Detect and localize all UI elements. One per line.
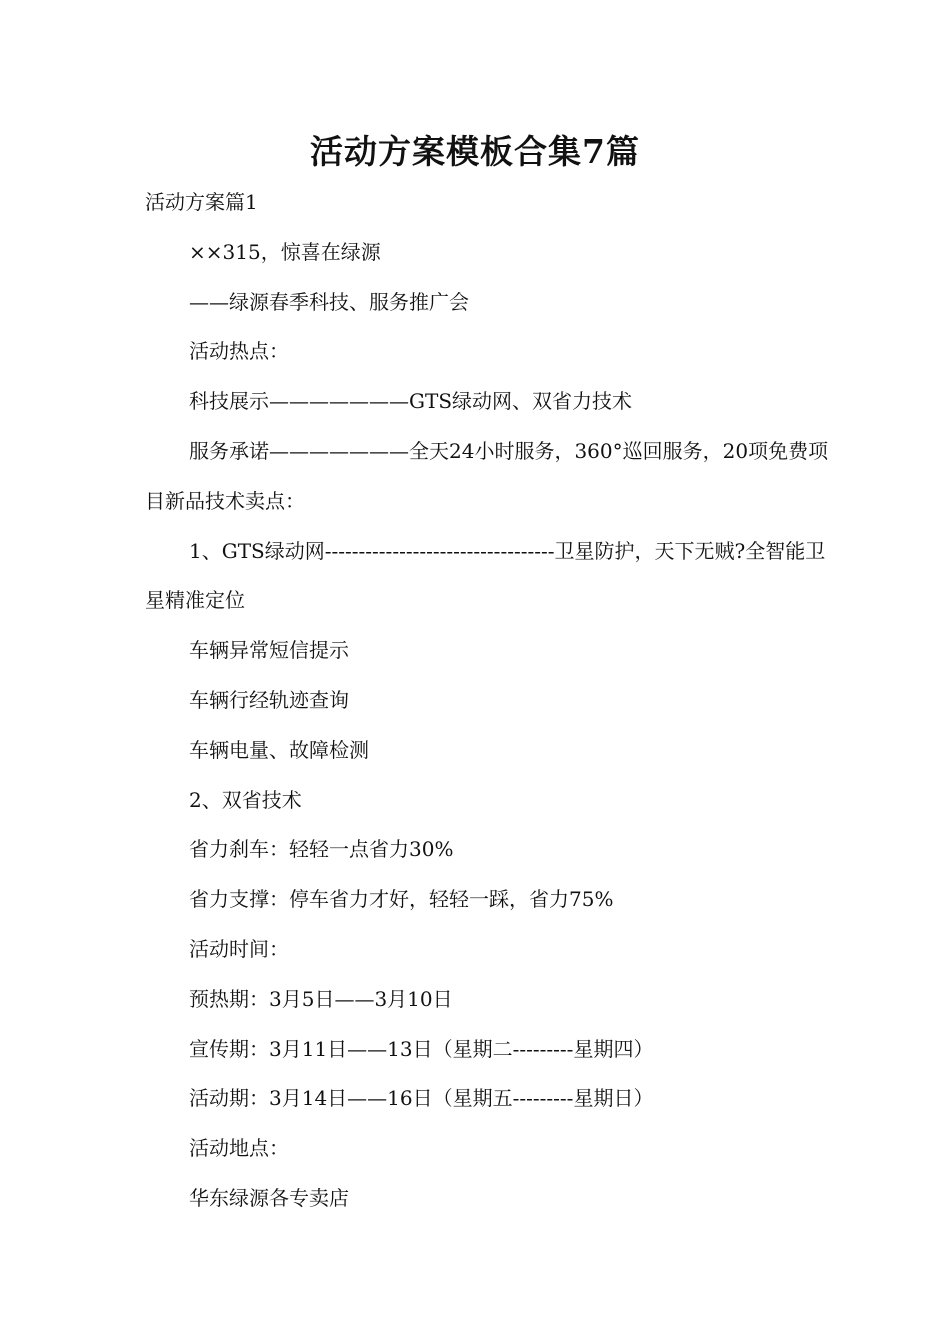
paragraph: 活动时间： [189, 936, 289, 961]
paragraph: 车辆电量、故障检测 [189, 737, 369, 762]
paragraph: 活动期：3月14日——16日（星期五---------星期日） [189, 1086, 654, 1111]
paragraph: 活动地点： [189, 1136, 289, 1161]
paragraph: 车辆异常短信提示 [189, 638, 349, 663]
paragraph: 华东绿源各专卖店 [189, 1185, 349, 1210]
paragraph: 1、GTS绿动网----------------------------------卫星防护，天下无贼?全智能卫星精准定位 [145, 538, 826, 613]
document-body [145, 178, 835, 1224]
paragraph: 省力刹车：轻轻一点省力30% [189, 837, 454, 862]
paragraph: 2、双省技术 [189, 787, 302, 812]
document-title: 活动方案模板合集7篇 [310, 132, 640, 171]
paragraph: 预热期：3月5日——3月10日 [189, 986, 453, 1011]
paragraph: 车辆行经轨迹查询 [189, 687, 349, 712]
paragraph: 宣传期：3月11日——13日（星期二---------星期四） [189, 1036, 654, 1061]
paragraph: ××315，惊喜在绿源 [189, 239, 381, 264]
paragraph: 省力支撑：停车省力才好，轻轻一踩，省力75% [189, 887, 614, 912]
paragraph: ——绿源春季科技、服务推广会 [189, 289, 469, 314]
paragraph: 活动热点： [189, 339, 289, 364]
section-heading: 活动方案篇1 [145, 190, 258, 214]
paragraph: 科技展示———————GTS绿动网、双省力技术 [189, 389, 633, 414]
paragraph: 服务承诺———————全天24小时服务，360°巡回服务，20项免费项目新品技术卖点： [145, 438, 829, 513]
